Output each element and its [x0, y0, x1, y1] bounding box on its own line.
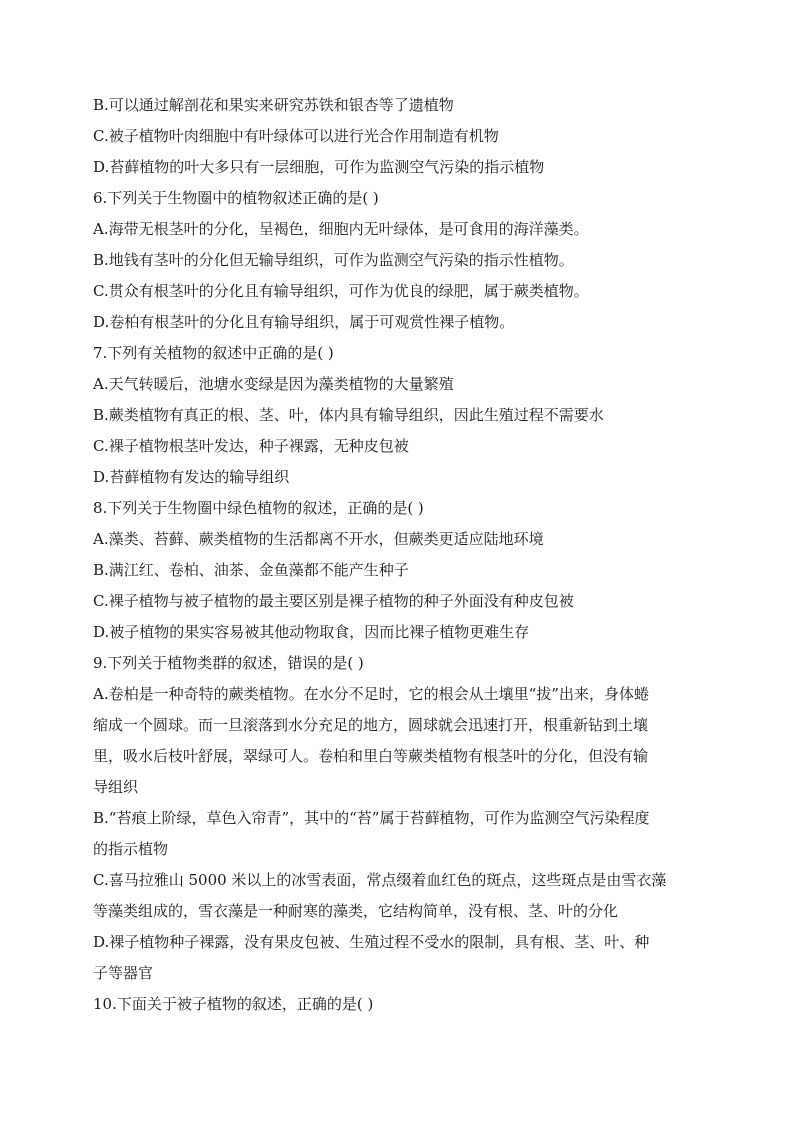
- answer-option: A.海带无根茎叶的分化，呈褐色，细胞内无叶绿体，是可食用的海洋藻类。: [93, 220, 589, 238]
- question-stem: 7.下列有关植物的叙述中正确的是( ): [93, 344, 334, 362]
- answer-option-continued: 的指示植物: [93, 840, 169, 858]
- text-line: B.可以通过解剖花和果实来研究苏铁和银杏等了遗植物: [93, 96, 454, 114]
- question-stem: 6.下列关于生物圈中的植物叙述正确的是( ): [93, 189, 379, 207]
- answer-option: B.蕨类植物有真正的根、茎、叶，体内具有输导组织，因此生殖过程不需要水: [93, 406, 604, 424]
- text-line: C.被子植物叶肉细胞中有叶绿体可以进行光合作用制造有机物: [93, 127, 499, 145]
- answer-option: C.喜马拉雅山 5000 米以上的冰雪表面，常点缀着血红色的斑点，这些斑点是由雪衣藻: [93, 871, 667, 889]
- answer-option: B.满江红、卷柏、油茶、金鱼藻都不能产生种子: [93, 561, 409, 579]
- answer-option-continued: 导组织: [93, 778, 139, 796]
- question-stem: 10.下面关于被子植物的叙述，正确的是( ): [93, 995, 374, 1013]
- answer-option-continued: 缩成一个圆球。而一旦滚落到水分充足的地方，圆球就会迅速打开，根重新钻到土壤: [93, 716, 649, 734]
- answer-option: A.藻类、苔藓、蕨类植物的生活都离不开水，但蕨类更适应陆地环境: [93, 530, 544, 548]
- answer-option: B.“苔痕上阶绿，草色入帘青”，其中的“苔”属于苔藓植物，可作为监测空气污染程度: [93, 809, 650, 827]
- answer-option: D.卷柏有根茎叶的分化且有输导组织，属于可观赏性裸子植物。: [93, 313, 515, 331]
- answer-option-continued: 里，吸水后枝叶舒展，翠绿可人。卷柏和里白等蕨类植物有根茎叶的分化，但没有输: [93, 747, 649, 765]
- answer-option-continued: 等藻类组成的，雪衣藻是一种耐寒的藻类，它结构简单，没有根、茎、叶的分化: [93, 902, 619, 920]
- answer-option: A.天气转暖后，池塘水变绿是因为藻类植物的大量繁殖: [93, 375, 454, 393]
- text-line: D.苔藓植物的叶大多只有一层细胞，可作为监测空气污染的指示植物: [93, 158, 545, 176]
- answer-option: B.地钱有茎叶的分化但无输导组织，可作为监测空气污染的指示性植物。: [93, 251, 574, 269]
- answer-option: C.裸子植物根茎叶发达，种子裸露，无种皮包被: [93, 437, 409, 455]
- document-body: [93, 90, 711, 1020]
- answer-option-continued: 子等器官: [93, 964, 154, 982]
- answer-option: D.被子植物的果实容易被其他动物取食，因而比裸子植物更难生存: [93, 623, 530, 641]
- question-stem: 8.下列关于生物圈中绿色植物的叙述，正确的是( ): [93, 499, 424, 517]
- answer-option: C.贯众有根茎叶的分化且有输导组织，可作为优良的绿肥，属于蕨类植物。: [93, 282, 589, 300]
- question-stem: 9.下列关于植物类群的叙述，错误的是( ): [93, 654, 364, 672]
- answer-option: A.卷柏是一种奇特的蕨类植物。在水分不足时，它的根会从土壤里“拔”出来，身体蜷: [93, 685, 649, 703]
- answer-option: D.裸子植物种子裸露，没有果皮包被、生殖过程不受水的限制，具有根、茎、叶、种: [93, 933, 650, 951]
- answer-option: D.苔藓植物有发达的输导组织: [93, 468, 290, 486]
- answer-option: C.裸子植物与被子植物的最主要区别是裸子植物的种子外面没有种皮包被: [93, 592, 574, 610]
